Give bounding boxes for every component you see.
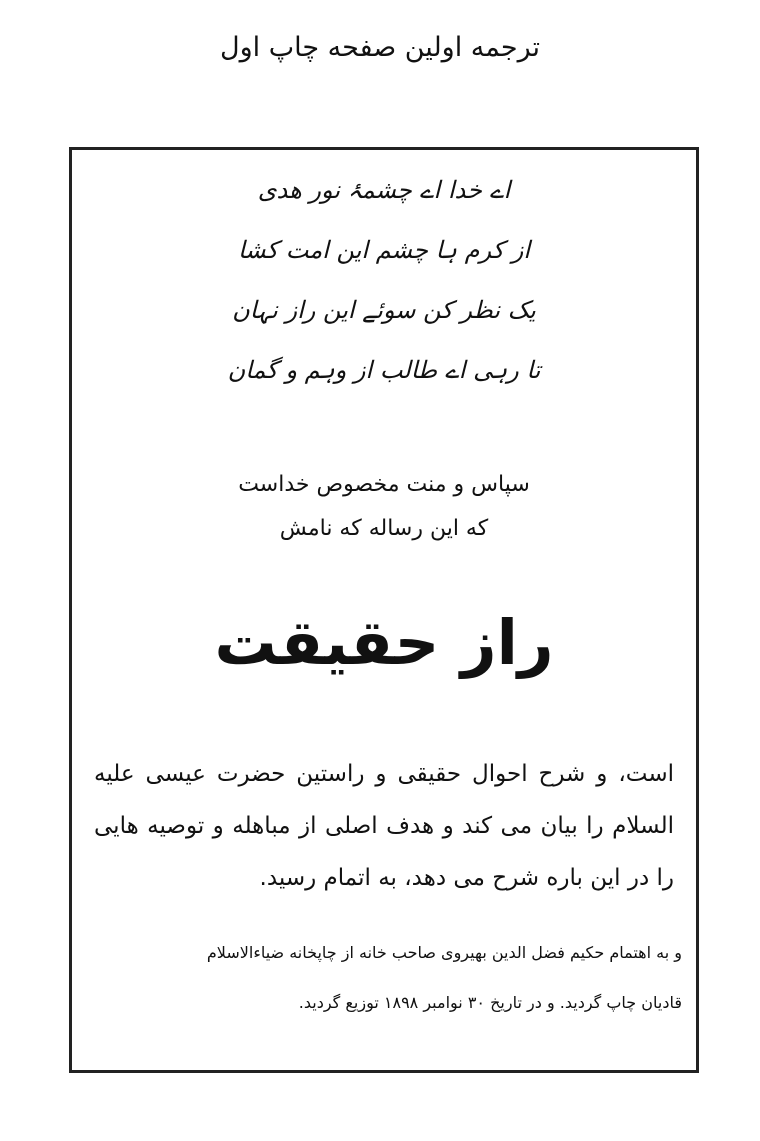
poem-line: اے خدا اے چشمۂ نور ھدی (257, 176, 511, 204)
colophon (88, 928, 682, 1028)
title-page-frame (69, 147, 699, 1073)
poem-line: یک نظر کن سوئے این راز نہان (232, 296, 536, 324)
poem-line: تا رہی اے طالب از وہم و گمان (227, 356, 541, 384)
intro-block (72, 463, 696, 551)
book-title: راز حقیقت (214, 606, 554, 679)
poem-line: از کرم ہا چشم این امت کشا (237, 236, 530, 264)
colophon-line: قادیان چاپ گردید. و در تاریخ ۳۰ نوامبر ۱۸۹۸ توزیع گردید. (298, 993, 682, 1012)
intro-line: سپاس و منت مخصوص خداست (238, 472, 530, 497)
colophon-line: و به اهتمام حکیم فضل الدین بهیروی صاحب خانه از چاپخانه ضیاءالاسلام (206, 943, 682, 962)
intro-line: که این رساله که نامش (279, 516, 489, 541)
poem-block (72, 168, 696, 408)
page-title: ترجمه اولین صفحه چاپ اول (220, 32, 540, 63)
body-paragraph: است، و شرح احوال حقیقی و راستین حضرت عیسی علیه السلام را بیان می کند و هدف اصلی از مباهله و توصیه هایی را در این باره شرح می دهد، به اتمام رسید. (94, 761, 674, 891)
